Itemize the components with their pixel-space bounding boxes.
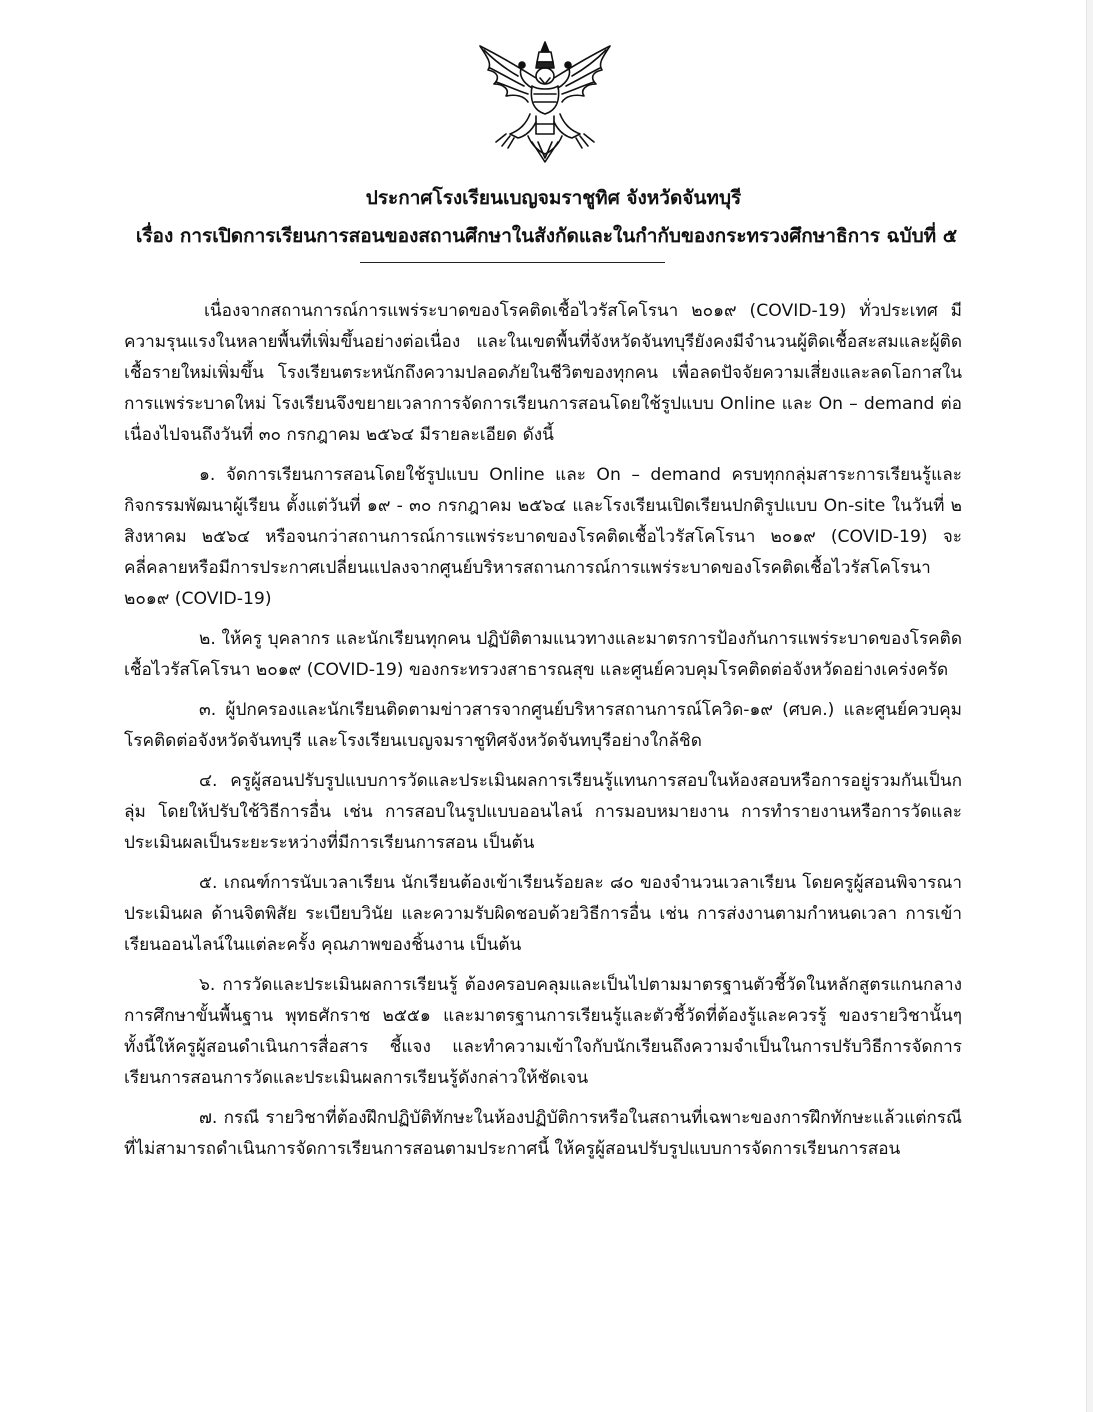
list-item-6: ๖. การวัดและประเมินผลการเรียนรู้ ต้องครอบคลุมและเป็นไปตามมาตรฐานตัวชี้วัดในหลักสูตรแกนกลางการศึกษาขั้นพื้นฐาน พุทธศักราช ๒๕๕๑ และมาตรฐานการเรียนรู้และตัวชี้วัดที่ต้องรู้และควรรู้ ของรายวิชานั้นๆ ทั้งนี้ให้ครูผู้สอนดำเนินการสื่อสาร ชี้แจง และทำความเข้าใจกับนักเรียนถึงความจำเป็นในการปรับวิธีการจัดการเรียนการสอนการวัดและประเมินผลการเรียนรู้ดังกล่าวให้ชัดเจน: [124, 975, 962, 1088]
list-item-3: ๓. ผู้ปกครองและนักเรียนติดตามข่าวสารจากศูนย์บริหารสถานการณ์โควิด-๑๙ (ศบค.) และศูนย์ควบคุมโรคติดต่อจังหวัดจันทบุรี และโรงเรียนเบญจมราชูทิศจังหวัดจันทบุรีอย่างใกล้ชิด: [124, 700, 962, 751]
garuda-emblem-icon: [470, 38, 620, 168]
intro-paragraph: เนื่องจากสถานการณ์การแพร่ระบาดของโรคติดเชื้อไวรัสโคโรนา ๒๐๑๙ (COVID-19) ทั่วประเทศ มีความรุนแรงในหลายพื้นที่เพิ่มขึ้นอย่างต่อเนื่อง และในเขตพื้นที่จังหวัดจันทบุรียังคงมีจำนวนผู้ติดเชื้อสะสมและผู้ติดเชื้อรายใหม่เพิ่มขึ้น โรงเรียนตระหนักถึงความปลอดภัยในชีวิตของทุกคน เพื่อลดปัจจัยความเสี่ยงและลดโอกาสในการแพร่ระบาดใหม่ โรงเรียนจึงขยายเวลาการจัดการเรียนการสอนโดยใช้รูปแบบ Online และ On – demand ต่อเนื่องไปจนถึงวันที่ ๓๐ กรกฎาคม ๒๕๖๔ มีรายละเอียด ดังนี้: [124, 301, 962, 445]
list-item-4: ๔. ครูผู้สอนปรับรูปแบบการวัดและประเมินผลการเรียนรู้แทนการสอบในห้องสอบหรือการอยู่รวมกันเป็นกลุ่ม โดยให้ปรับใช้วิธีการอื่น เช่น การสอบในรูปแบบออนไลน์ การมอบหมายงาน การทำรายงานหรือการวัดและประเมินผลเป็นระยะระหว่างที่มีการเรียนการสอน เป็นต้น: [124, 771, 962, 853]
announcement-body: [124, 296, 962, 1174]
title-divider: [360, 262, 665, 263]
list-item-5: ๕. เกณฑ์การนับเวลาเรียน นักเรียนต้องเข้าเรียนร้อยละ ๘๐ ของจำนวนเวลาเรียน โดยครูผู้สอนพิจารณาประเมินผล ด้านจิตพิสัย ระเบียบวินัย และความรับผิดชอบด้วยวิธีการอื่น เช่น การส่งงานตามกำหนดเวลา การเข้าเรียนออนไลน์ในแต่ละครั้ง คุณภาพของชิ้นงาน เป็นต้น: [124, 873, 962, 955]
list-item-1: ๑. จัดการเรียนการสอนโดยใช้รูปแบบ Online และ On – demand ครบทุกกลุ่มสาระการเรียนรู้และกิจกรรมพัฒนาผู้เรียน ตั้งแต่วันที่ ๑๙ - ๓๐ กรกฎาคม ๒๕๖๔ และโรงเรียนเปิดเรียนปกติรูปแบบ On-site ในวันที่ ๒ สิงหาคม ๒๕๖๔ หรือจนกว่าสถานการณ์การแพร่ระบาดของโรคติดเชื้อไวรัสโคโรนา ๒๐๑๙ (COVID-19) จะคลี่คลายหรือมีการประกาศเปลี่ยนแปลงจากศูนย์บริหารสถานการณ์การแพร่ระบาดของโรคติดเชื้อไวรัสโคโรนา ๒๐๑๙ (COVID-19): [124, 465, 962, 609]
announcement-subject: เรื่อง การเปิดการเรียนการสอนของสถานศึกษาในสังกัดและในกำกับของกระทรวงศึกษาธิการ ฉบับที่ ๕: [135, 225, 958, 247]
announcement-title: ประกาศโรงเรียนเบญจมราชูทิศ จังหวัดจันทบุรี: [365, 187, 742, 209]
list-item-2: ๒. ให้ครู บุคลากร และนักเรียนทุกคน ปฏิบัติตามแนวทางและมาตรการป้องกันการแพร่ระบาดของโรคติดเชื้อไวรัสโคโรนา ๒๐๑๙ (COVID-19) ของกระทรวงสาธารณสุข และศูนย์ควบคุมโรคติดต่อจังหวัดอย่างเคร่งครัด: [124, 629, 962, 680]
page-edge-shadow: [1086, 0, 1093, 1412]
list-item-7: ๗. กรณี รายวิชาที่ต้องฝึกปฏิบัติทักษะในห้องปฏิบัติการหรือในสถานที่เฉพาะของการฝึกทักษะแล้วแต่กรณีที่ไม่สามารถดำเนินการจัดการเรียนการสอนตามประกาศนี้ ให้ครูผู้สอนปรับรูปแบบการจัดการเรียนการสอน: [124, 1108, 962, 1159]
